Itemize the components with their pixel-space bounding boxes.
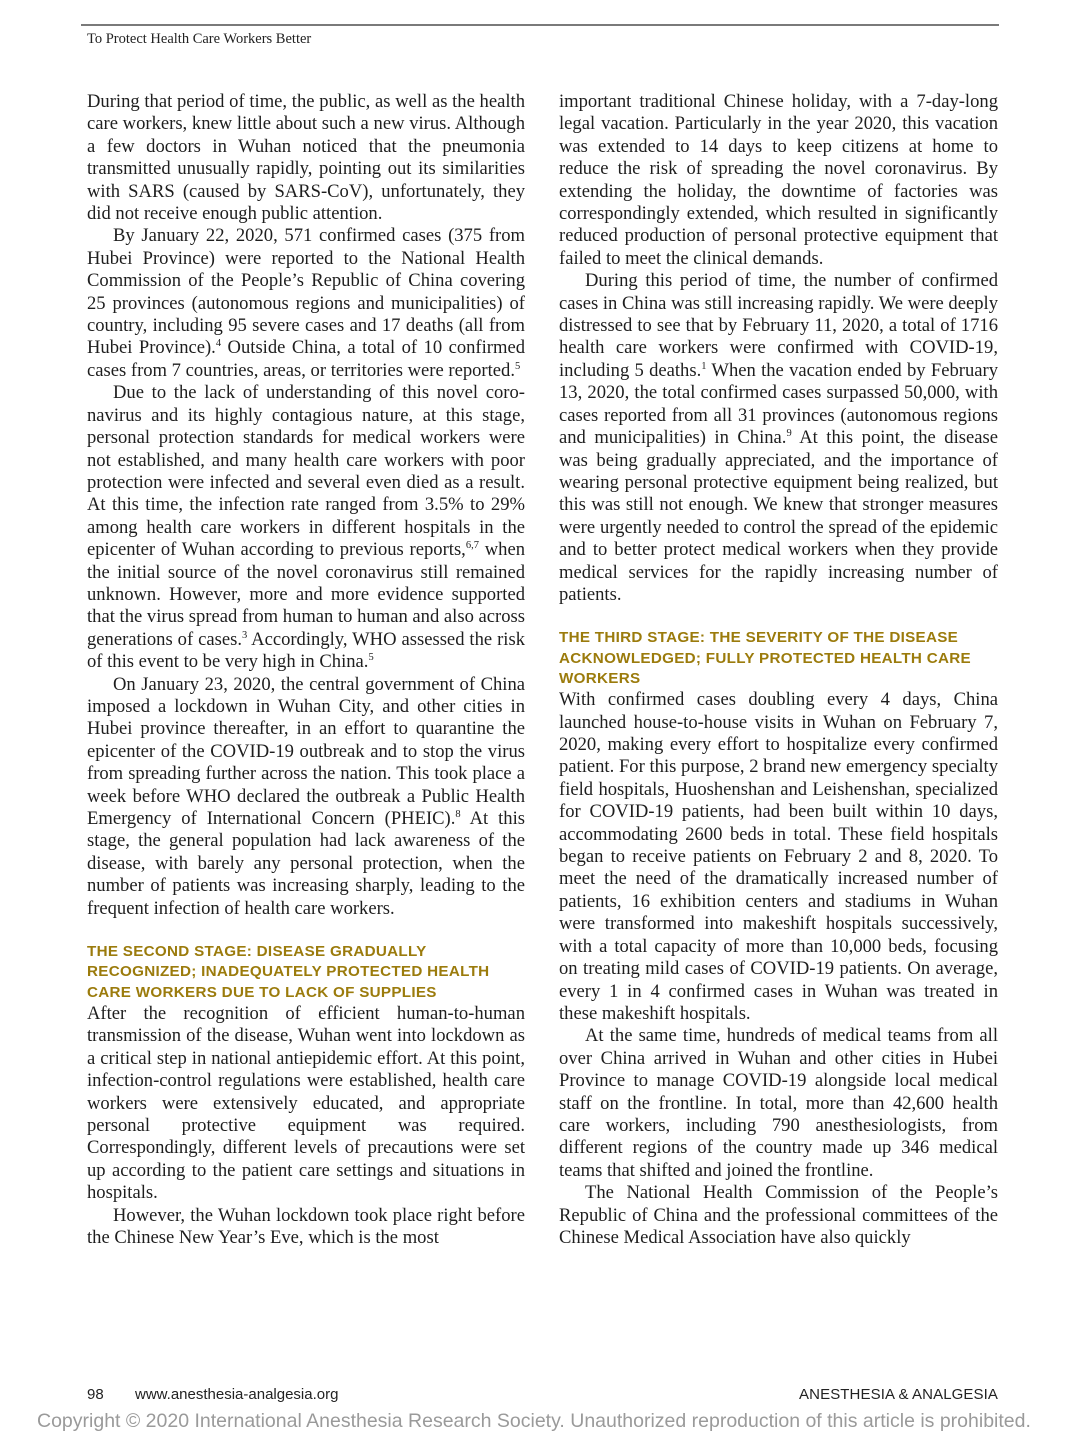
citation-ref[interactable]: 1 <box>701 360 707 372</box>
section-heading-third-stage: THE THIRD STAGE: THE SEVERITY OF THE DISEASE ACKNOWLEDGED; FULLY PROTECTED HEALTH CARE WORKERS <box>559 629 971 687</box>
citation-ref[interactable]: 3 <box>241 629 248 641</box>
header-rule <box>81 24 999 26</box>
running-head: To Protect Health Care Workers Better <box>87 31 312 47</box>
copyright-notice: Copyright © 2020 International Anesthesia Research Society. Unauthorized reproduction of this article is prohibited. <box>37 1410 1031 1432</box>
left-column <box>87 91 525 1249</box>
paragraph: After the recognition of efficient human-to-human transmission of the disease, Wuhan went into lockdown as a critical step in national antiepidemic effort. At this point, infection-control regulations were established, health care workers were extensively educated, and appropriate personal protective equipment was required. Correspondingly, different levels of precautions were set up according to the patient care settings and situations in hospitals. <box>87 1002 525 1204</box>
page-number: 98 <box>87 1386 104 1403</box>
journal-url-link[interactable]: www.anesthesia-analgesia.org <box>135 1386 339 1403</box>
paragraph: With confirmed cases doubling every 4 days, China launched house-to-house visits in Wuhan on February 7, 2020, making every effort to hospitalize every confirmed patient. For this purpose, 2 brand new emergency specialty field hospitals, Huoshenshan and Leishenshan, specialized for COVID-19 patients, had been built within 10 days, accommodating 2600 beds in total. These field hospitals began to receive patients on February 2 and 8, 2020. To meet the need of the dramatically increased number of patients, 16 exhibition centers and stadiums in Wuhan were transformed into makeshift hospitals successively, with a total capacity of more than 10,000 beds, focusing on treating mild cases of COVID-19 patients. On average, every 1 in 4 confirmed cases in Wuhan was treated in these makeshift hospitals. <box>559 689 998 1024</box>
paragraph: During that period of time, the public, as well as the health care workers, knew little about such a new virus. Although a few doctors in Wuhan noticed that the pneumonia transmitted unusually rapidly, pointing out its similarities with SARS (caused by SARS-CoV), unfortunately, they did not receive enough public attention. <box>87 91 525 225</box>
paragraph: Due to the lack of understanding of this novel coronavirus and its highly contagious nature, at this stage, personal protection standards for medical workers were not established, and many health care workers with poor protection were infected and several even died as a result. At this time, the infection rate ranged from 3.5% to 29% among health care workers in different hospitals in the epicenter of Wuhan according to previous reports,$^{6,7}$ when the initial source of the novel coronavirus still remained unknown. However, more and more evidence supported that the virus spread from human to human and also across generations of cases.$^3$ Accordingly, WHO assessed the risk of this event to be very high in China.$^5$ <box>87 382 525 673</box>
citation-ref[interactable]: 5 <box>514 360 521 372</box>
paragraph: At the same time, hundreds of medical teams from all over China arrived in Wuhan and other cities in Hubei Province to manage COVID-19 alongside local medical staff on the frontline. In total, more than 42,600 health care workers, including 790 anesthesiologists, from different regions of the country made up 346 medical teams that shifted and joined the frontline. <box>559 1025 998 1181</box>
paragraph: However, the Wuhan lockdown took place right before the Chinese New Year’s Eve, which is the most <box>87 1204 525 1248</box>
paragraph: On January 23, 2020, the central government of China imposed a lockdown in Wuhan City, and other cities in Hubei province thereafter, in an effort to quarantine the epicenter of the COVID-19 outbreak and to stop the virus from spreading further across the nation. This took place a week before WHO declared the outbreak a Public Health Emergency of International Concern (PHEIC).$^8$ At this stage, the general population had lack awareness of the disease, with barely any personal protection, when the number of patients was increasing sharply, leading to the frequent infection of health care workers. <box>87 673 525 919</box>
citation-ref[interactable]: 4 <box>215 338 222 350</box>
citation-ref[interactable]: 8 <box>455 809 461 820</box>
citation-ref[interactable]: 6,7 <box>465 540 479 552</box>
paragraph: By January 22, 2020, 571 confirmed cases (375 from Hubei Province) were reported to the National Health Commission of the People’s Republic of China covering 25 provinces (autonomous regions and municipalities) of country, including 95 severe cases and 17 deaths (all from Hubei Province).$^4$ Outside China, a total of 10 confirmed cases from 7 countries, areas, or territories were reported.$^5$ <box>87 225 525 381</box>
citation-ref[interactable]: 9 <box>786 428 792 440</box>
section-spacer <box>87 920 525 942</box>
paragraph: The National Health Commission of the People’s Republic of China and the professional committees of the Chinese Medical Association have also quickly <box>559 1182 998 1248</box>
citation-ref[interactable]: 5 <box>368 652 374 664</box>
paragraph: important traditional Chinese holiday, with a 7-day-long legal vacation. Particularly in the year 2020, this vacation was extended to 14 days to keep citizens at home to reduce the risk of spreading the novel coronavirus. By extending the holiday, the downtime of factories was correspondingly extended, which resulted in significantly reduced production of personal protective equipment that failed to meet the clinical demands. <box>559 91 998 269</box>
right-column <box>559 91 998 1249</box>
journal-name: ANESTHESIA & ANALGESIA <box>799 1386 998 1403</box>
paragraph: During this period of time, the number of confirmed cases in China was still increasing rapidly. We were deeply distressed to see that by February 11, 2020, a total of 1716 health care workers were confirmed with COVID-19, including 5 deaths.$^1$ When the vacation ended by February 13, 2020, the total confirmed cases surpassed 50,000, with cases reported from all 31 provinces (autonomous regions and municipalities) in China.$^9$ At this point, the disease was being gradually appreciated, and the importance of wearing personal protective equipment being realized, but this was still not enough. We knew that stronger measures were urgently needed to control the spread of the epidemic and to better protect medical workers when they provide medical services for the rapidly increasing number of patients. <box>559 270 998 605</box>
section-heading-second-stage: THE SECOND STAGE: DISEASE GRADUALLY RECOGNIZED; INADEQUATELY PROTECTED HEALTH CARE WORKERS DUE TO LACK OF SUPPLIES <box>87 943 490 1001</box>
section-spacer <box>559 606 998 628</box>
